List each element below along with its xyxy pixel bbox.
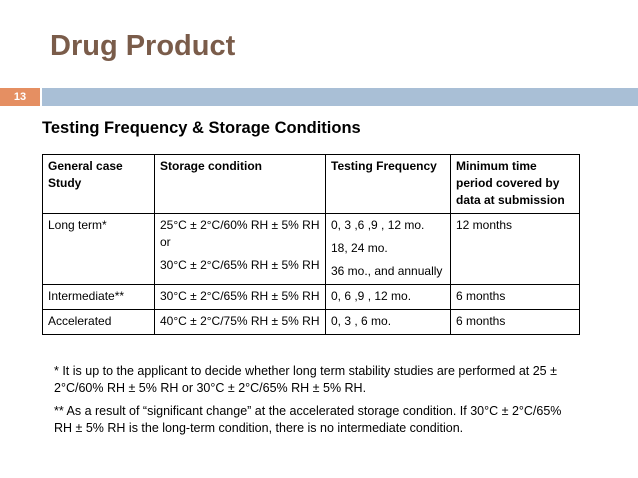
header-general-case: General case Study bbox=[43, 155, 155, 214]
footnotes bbox=[54, 363, 564, 443]
footnote-intermediate: ** As a result of “significant change” at the accelerated storage condition. If 30°C ± 2°C/65% RH ± 5% RH is the long-term condition, there is no intermediate condition. bbox=[54, 404, 562, 435]
cell-storage: 40°C ± 2°C/75% RH ± 5% RH bbox=[155, 310, 326, 335]
storage-line: 25°C ± 2°C/60% RH ± 5% RH or bbox=[160, 218, 320, 249]
storage-line: 30°C ± 2°C/65% RH ± 5% RH bbox=[160, 258, 320, 272]
header-testing-frequency: Testing Frequency bbox=[326, 155, 451, 214]
header-storage-condition: Storage condition bbox=[155, 155, 326, 214]
cell-study: Intermediate** bbox=[43, 285, 155, 310]
table-row bbox=[43, 214, 580, 285]
cell-minimum: 6 months bbox=[451, 310, 580, 335]
header-minimum-time: Minimum time period covered by data at submission bbox=[451, 155, 580, 214]
cell-frequency: 0, 3 , 6 mo. bbox=[326, 310, 451, 335]
table-row bbox=[43, 310, 580, 335]
cell-frequency bbox=[326, 214, 451, 285]
cell-study: Long term* bbox=[43, 214, 155, 285]
stability-table bbox=[42, 154, 580, 335]
slide-number: 13 bbox=[0, 88, 40, 106]
footnote-long-term: * It is up to the applicant to decide whether long term stability studies are performed at 25 ± 2°C/60% RH ± 5% RH or 30°C ± 2°C/65% RH ± 5% RH. bbox=[54, 364, 557, 395]
cell-frequency: 0, 6 ,9 , 12 mo. bbox=[326, 285, 451, 310]
cell-study: Accelerated bbox=[43, 310, 155, 335]
frequency-line: 0, 3 ,6 ,9 , 12 mo. bbox=[331, 218, 425, 232]
cell-minimum: 6 months bbox=[451, 285, 580, 310]
cell-minimum: 12 months bbox=[451, 214, 580, 285]
slide-title: Drug Product bbox=[50, 30, 236, 62]
cell-storage bbox=[155, 214, 326, 285]
frequency-line: 36 mo., and annually bbox=[331, 264, 443, 278]
header-bar bbox=[42, 88, 638, 106]
table-header-row bbox=[43, 155, 580, 214]
table-row bbox=[43, 285, 580, 310]
slide-subtitle: Testing Frequency & Storage Conditions bbox=[42, 119, 361, 137]
cell-storage: 30°C ± 2°C/65% RH ± 5% RH bbox=[155, 285, 326, 310]
frequency-line: 18, 24 mo. bbox=[331, 241, 388, 255]
